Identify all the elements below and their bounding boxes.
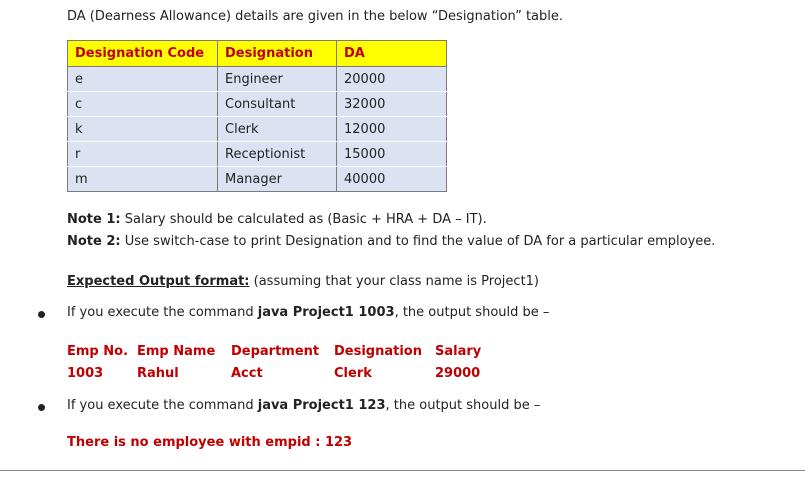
note-1	[67, 212, 487, 227]
expected-output-suffix: (assuming that your class name is Project1)	[249, 274, 540, 289]
output-header-emp-no: Emp No.	[67, 344, 129, 359]
header-da: DA	[337, 41, 447, 67]
command-1-suffix: , the output should be –	[394, 305, 550, 320]
cell-code: e	[68, 67, 218, 92]
cell-code: c	[68, 92, 218, 117]
cell-code: k	[68, 117, 218, 142]
cell-da: 40000	[337, 167, 447, 192]
cell-designation: Clerk	[218, 117, 337, 142]
command-2-code: java Project1 123	[257, 398, 386, 413]
output-value-salary: 29000	[435, 366, 481, 381]
table-row	[68, 67, 447, 92]
table-row	[68, 117, 447, 142]
command-1-prefix: If you execute the command	[67, 305, 258, 320]
expected-output-heading	[67, 274, 539, 289]
note-1-label: Note 1:	[67, 212, 121, 227]
cell-designation: Receptionist	[218, 142, 337, 167]
output-header-emp-name: Emp Name	[137, 344, 216, 359]
intro-text: DA (Dearness Allowance) details are given in the below “Designation” table.	[67, 9, 563, 24]
cell-da: 15000	[337, 142, 447, 167]
expected-output-label: Expected Output format:	[67, 274, 250, 289]
cell-designation: Engineer	[218, 67, 337, 92]
bullet-dot	[38, 404, 45, 411]
table-row	[68, 92, 447, 117]
command-1-code: java Project1 1003	[257, 305, 395, 320]
cell-da: 12000	[337, 117, 447, 142]
output-header-designation: Designation	[334, 344, 422, 359]
output-value-emp-name: Rahul	[137, 366, 179, 381]
output-value-department: Acct	[231, 366, 263, 381]
command-line-2	[67, 398, 540, 413]
table-header-row	[68, 41, 447, 67]
designation-table	[67, 40, 447, 192]
output-header-department: Department	[231, 344, 320, 359]
command-2-prefix: If you execute the command	[67, 398, 258, 413]
table-row	[68, 142, 447, 167]
command-line-1	[67, 305, 549, 320]
cell-designation: Consultant	[218, 92, 337, 117]
output-header-salary: Salary	[435, 344, 482, 359]
table-row	[68, 167, 447, 192]
page-divider	[0, 470, 805, 471]
note-2-text: Use switch-case to print Designation and to find the value of DA for a particular employee.	[120, 234, 716, 249]
cell-code: m	[68, 167, 218, 192]
cell-da: 20000	[337, 67, 447, 92]
note-2	[67, 234, 715, 249]
command-2-suffix: , the output should be –	[385, 398, 541, 413]
note-2-label: Note 2:	[67, 234, 121, 249]
output-value-designation: Clerk	[334, 366, 372, 381]
output-value-emp-no: 1003	[67, 366, 104, 381]
bullet-dot	[38, 311, 45, 318]
no-employee-message: There is no employee with empid : 123	[67, 435, 353, 450]
cell-da: 32000	[337, 92, 447, 117]
cell-designation: Manager	[218, 167, 337, 192]
header-designation: Designation	[218, 41, 337, 67]
note-1-text: Salary should be calculated as (Basic + HRA + DA – IT).	[120, 212, 487, 227]
cell-code: r	[68, 142, 218, 167]
header-designation-code: Designation Code	[68, 41, 218, 67]
